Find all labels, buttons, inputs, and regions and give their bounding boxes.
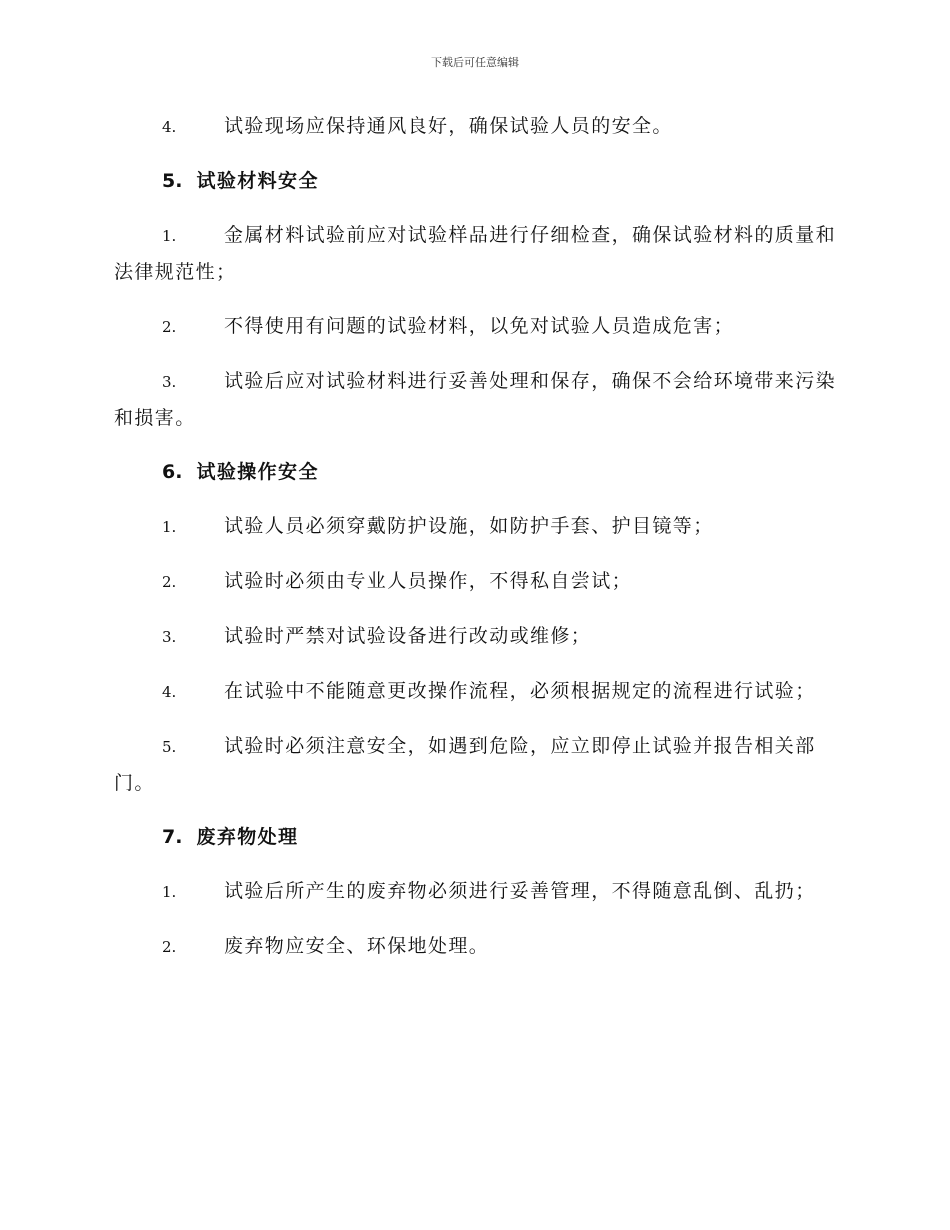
list-item-number: 5. (162, 738, 177, 756)
list-item-number: 1. (162, 518, 177, 536)
section-heading (114, 454, 836, 490)
list-item (114, 217, 836, 290)
page-header: 下载后可任意编辑 (431, 56, 519, 69)
document-body (114, 108, 836, 983)
list-item (114, 108, 836, 145)
list-item-number: 3. (162, 628, 177, 646)
list-item (114, 308, 836, 345)
list-item (114, 618, 836, 655)
list-item-text: 试验时必须注意安全，如遇到危险，应立即停止试验并报告相关部门。 (114, 735, 816, 794)
list-item-text: 试验时严禁对试验设备进行改动或维修； (224, 625, 592, 647)
section-heading (114, 163, 836, 199)
list-item-number: 1. (162, 227, 177, 245)
list-item-text: 试验后所产生的废弃物必须进行妥善管理，不得随意乱倒、乱扔； (224, 880, 816, 902)
list-item-number: 3. (162, 373, 177, 391)
section-number: 7. (162, 826, 183, 848)
list-item-text: 试验后应对试验材料进行妥善处理和保存，确保不会给环境带来污染和损害。 (114, 370, 837, 429)
list-item-text: 试验现场应保持通风良好，确保试验人员的安全。 (224, 115, 673, 137)
list-item (114, 728, 836, 801)
section-title: 废弃物处理 (196, 826, 299, 848)
list-item-text: 试验时必须由专业人员操作，不得私自尝试； (224, 570, 633, 592)
list-item (114, 928, 836, 965)
list-item-text: 金属材料试验前应对试验样品进行仔细检查，确保试验材料的质量和法律规范性； (114, 224, 837, 283)
list-item-text: 不得使用有问题的试验材料，以免对试验人员造成危害； (224, 315, 735, 337)
list-item (114, 673, 836, 710)
list-item-number: 2. (162, 938, 177, 956)
list-item-number: 2. (162, 318, 177, 336)
section-number: 6. (162, 461, 183, 483)
section-heading (114, 819, 836, 855)
list-item (114, 563, 836, 600)
list-item-number: 4. (162, 683, 177, 701)
section-number: 5. (162, 170, 183, 192)
list-item-text: 废弃物应安全、环保地处理。 (224, 935, 490, 957)
list-item (114, 363, 836, 436)
list-item (114, 873, 836, 910)
list-item-number: 4. (162, 118, 177, 136)
section-title: 试验材料安全 (196, 170, 319, 192)
section-title: 试验操作安全 (196, 461, 319, 483)
list-item-text: 试验人员必须穿戴防护设施，如防护手套、护目镜等； (224, 515, 714, 537)
list-item (114, 508, 836, 545)
list-item-text: 在试验中不能随意更改操作流程，必须根据规定的流程进行试验； (224, 680, 816, 702)
list-item-number: 2. (162, 573, 177, 591)
list-item-number: 1. (162, 883, 177, 901)
